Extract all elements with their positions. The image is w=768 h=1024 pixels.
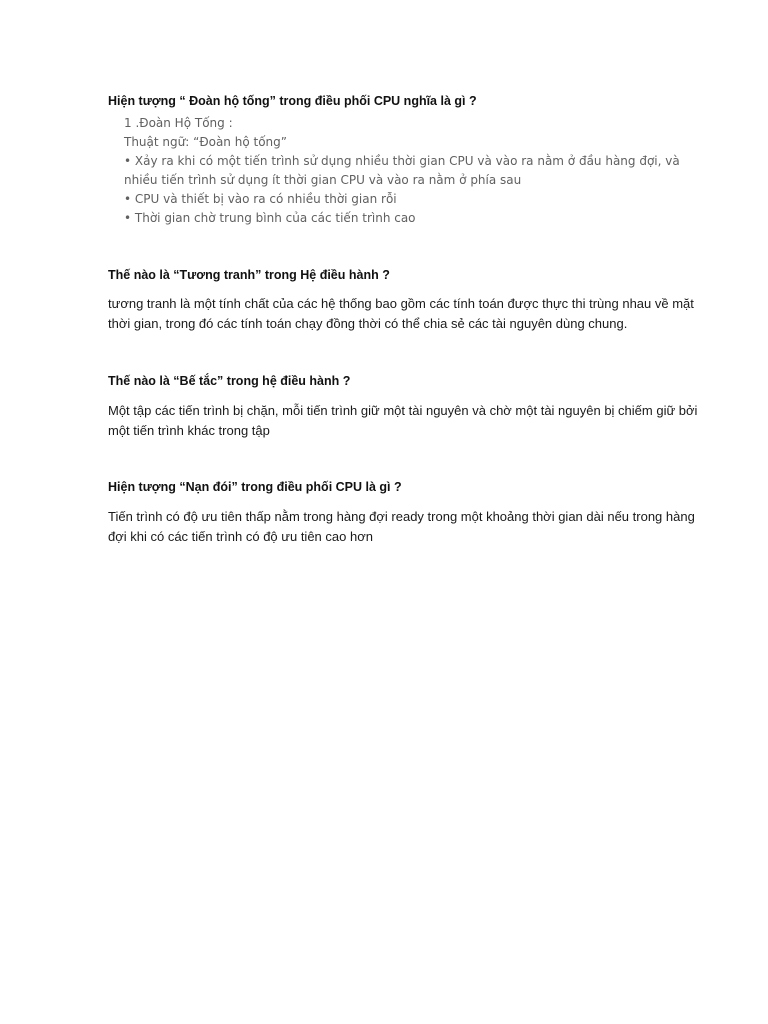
question-heading-concurrency: Thế nào là “Tương tranh” trong Hệ điều hành ?: [108, 268, 390, 282]
answer-deadlock: Một tập các tiến trình bị chặn, mỗi tiến trình giữ một tài nguyên và chờ một tài nguyên bị chiếm giữ bởi một tiến trình khác trong tập: [108, 403, 698, 438]
answer-concurrency: tương tranh là một tính chất của các hệ thống bao gồm các tính toán được thực thi trùng nhau về mặt thời gian, trong đó các tính toán chạy đồng thời có thể chia sẻ các tài nguyên dùng chung.: [108, 296, 694, 331]
question-heading-deadlock: Thế nào là “Bế tắc” trong hệ điều hành ?: [108, 374, 351, 388]
excerpt-title: 1 .Đoàn Hộ Tống :: [124, 116, 233, 130]
excerpt-bullet: • Xảy ra khi có một tiến trình sử dụng nhiều thời gian CPU và vào ra nằm ở đầu hàng đợi, và nhiều tiến trình sử dụng ít thời gian CPU và vào ra nằm ở phía sau: [124, 154, 680, 187]
excerpt-bullet: • CPU và thiết bị vào ra có nhiều thời gian rỗi: [124, 192, 397, 206]
excerpt-term: Thuật ngữ: “Đoàn hộ tống”: [124, 135, 287, 149]
question-heading-starvation: Hiện tượng “Nạn đói” trong điều phối CPU là gì ?: [108, 480, 402, 494]
answer-starvation: Tiến trình có độ ưu tiên thấp nằm trong hàng đợi ready trong một khoảng thời gian dài nếu trong hàng đợi khi có các tiến trình có độ ưu tiên cao hơn: [108, 509, 695, 544]
question-heading-convoy: Hiện tượng “ Đoàn hộ tống” trong điều phối CPU nghĩa là gì ?: [108, 94, 477, 108]
excerpt-bullet: • Thời gian chờ trung bình của các tiến trình cao: [124, 211, 416, 225]
pasted-excerpt-convoy: [124, 114, 704, 228]
